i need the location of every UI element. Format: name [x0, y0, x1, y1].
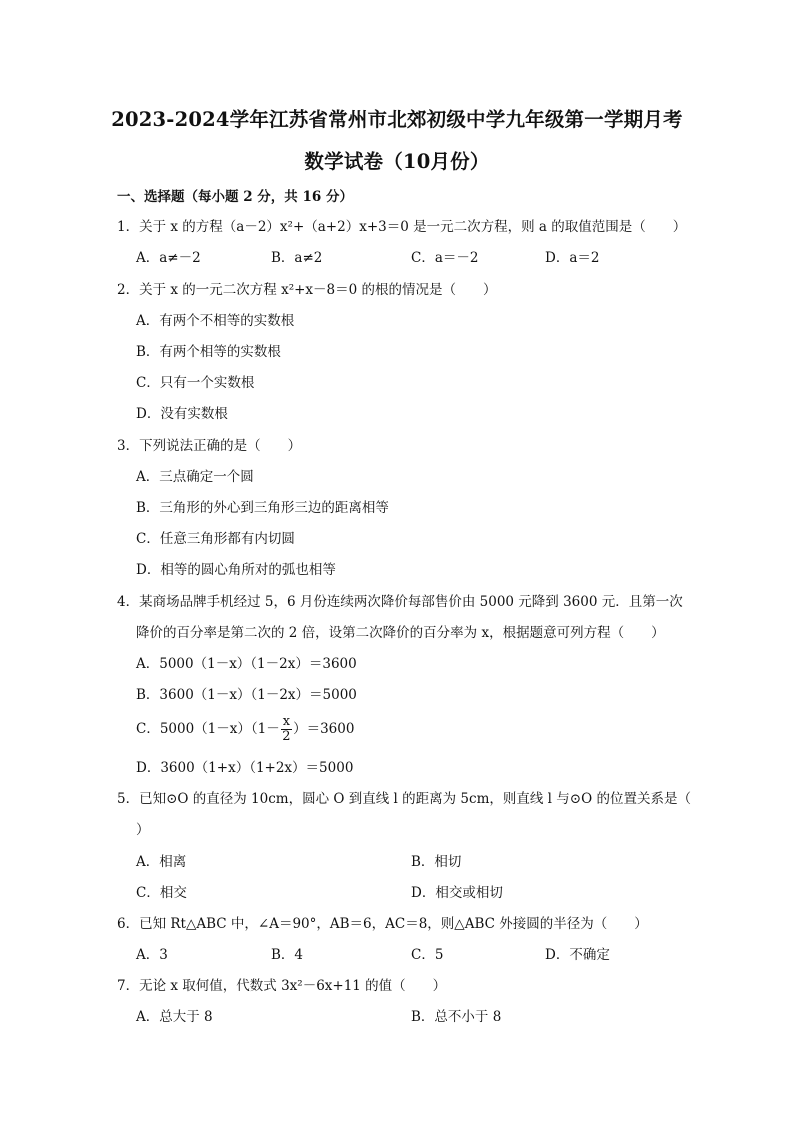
q6-option-a: A．3 [136, 947, 168, 963]
question-6-stem: 6．已知 Rt△ABC 中，∠A＝90°，AB＝6，AC＝8，则△ABC 外接圆的半径为（ ） [117, 916, 648, 932]
q5-option-d: D．相交或相切 [411, 885, 503, 901]
fraction-denominator: 2 [282, 729, 291, 744]
section-heading-choice: 一、选择题（每小题 2 分，共 16 分） [117, 189, 353, 205]
q5-option-a: A．相离 [136, 854, 187, 870]
q5-option-b: B．相切 [411, 854, 462, 870]
q4-option-b: B．3600（1－x）（1－2x）＝5000 [136, 687, 357, 703]
fraction-numerator: x [282, 714, 291, 729]
q2-option-c: C．只有一个实数根 [136, 375, 255, 391]
q7-option-a: A．总大于 8 [136, 1009, 213, 1025]
q6-option-b: B．4 [271, 947, 304, 963]
q3-option-b: B．三角形的外心到三角形三边的距离相等 [136, 500, 389, 516]
q5-option-c: C．相交 [136, 885, 187, 901]
q4-option-c-suffix: ）＝3600 [293, 721, 355, 737]
q4-option-d: D．3600（1+x）（1+2x）＝5000 [136, 760, 354, 776]
question-4-stem-line2: 降价的百分率是第二次的 2 倍，设第二次降价的百分率为 x，根据题意可列方程（ ） [136, 625, 665, 641]
question-5-stem-line1: 5．已知⊙O 的直径为 10cm，圆心 O 到直线 l 的距离为 5cm，则直线 l 与⊙O 的位置关系是（ [117, 791, 691, 807]
q1-option-a: A．a≠－2 [136, 250, 201, 266]
q3-option-a: A．三点确定一个圆 [136, 469, 254, 485]
q6-option-d: D．不确定 [545, 947, 610, 963]
question-1-stem: 1．关于 x 的方程（a－2）x²+（a+2）x+3＝0 是一元二次方程，则 a 的取值范围是（ ） [117, 219, 687, 235]
q2-option-d: D．没有实数根 [136, 406, 228, 422]
question-3-stem: 3．下列说法正确的是（ ） [117, 438, 302, 454]
q4-option-a: A．5000（1－x）（1－2x）＝3600 [136, 656, 357, 672]
question-7-stem: 7．无论 x 取何值，代数式 3x²－6x+11 的值（ ） [117, 978, 447, 994]
question-5-stem-line2: ） [136, 822, 150, 838]
q2-option-a: A．有两个不相等的实数根 [136, 313, 295, 329]
q4-option-c-fraction [281, 715, 292, 744]
q4-option-c [136, 714, 354, 744]
q1-option-c: C．a＝－2 [411, 250, 479, 266]
q1-option-d: D．a＝2 [545, 250, 600, 266]
q6-option-c: C．5 [411, 947, 444, 963]
q3-option-c: C．任意三角形都有内切圆 [136, 531, 295, 547]
question-4-stem-line1: 4．某商场品牌手机经过 5，6 月份连续两次降价每部售价由 5000 元降到 3600 元．且第一次 [117, 594, 683, 610]
q3-option-d: D．相等的圆心角所对的弧也相等 [136, 562, 336, 578]
question-2-stem: 2．关于 x 的一元二次方程 x²+x－8＝0 的根的情况是（ ） [117, 282, 497, 298]
q1-option-b: B．a≠2 [271, 250, 323, 266]
q2-option-b: B．有两个相等的实数根 [136, 344, 281, 360]
q4-option-c-prefix: C．5000（1－x）（1－ [136, 721, 280, 737]
exam-title-line1: 2023-2024学年江苏省常州市北郊初级中学九年级第一学期月考 [111, 108, 683, 131]
exam-title-line2: 数学试卷（10月份） [304, 150, 490, 173]
q7-option-b: B．总不小于 8 [411, 1009, 502, 1025]
